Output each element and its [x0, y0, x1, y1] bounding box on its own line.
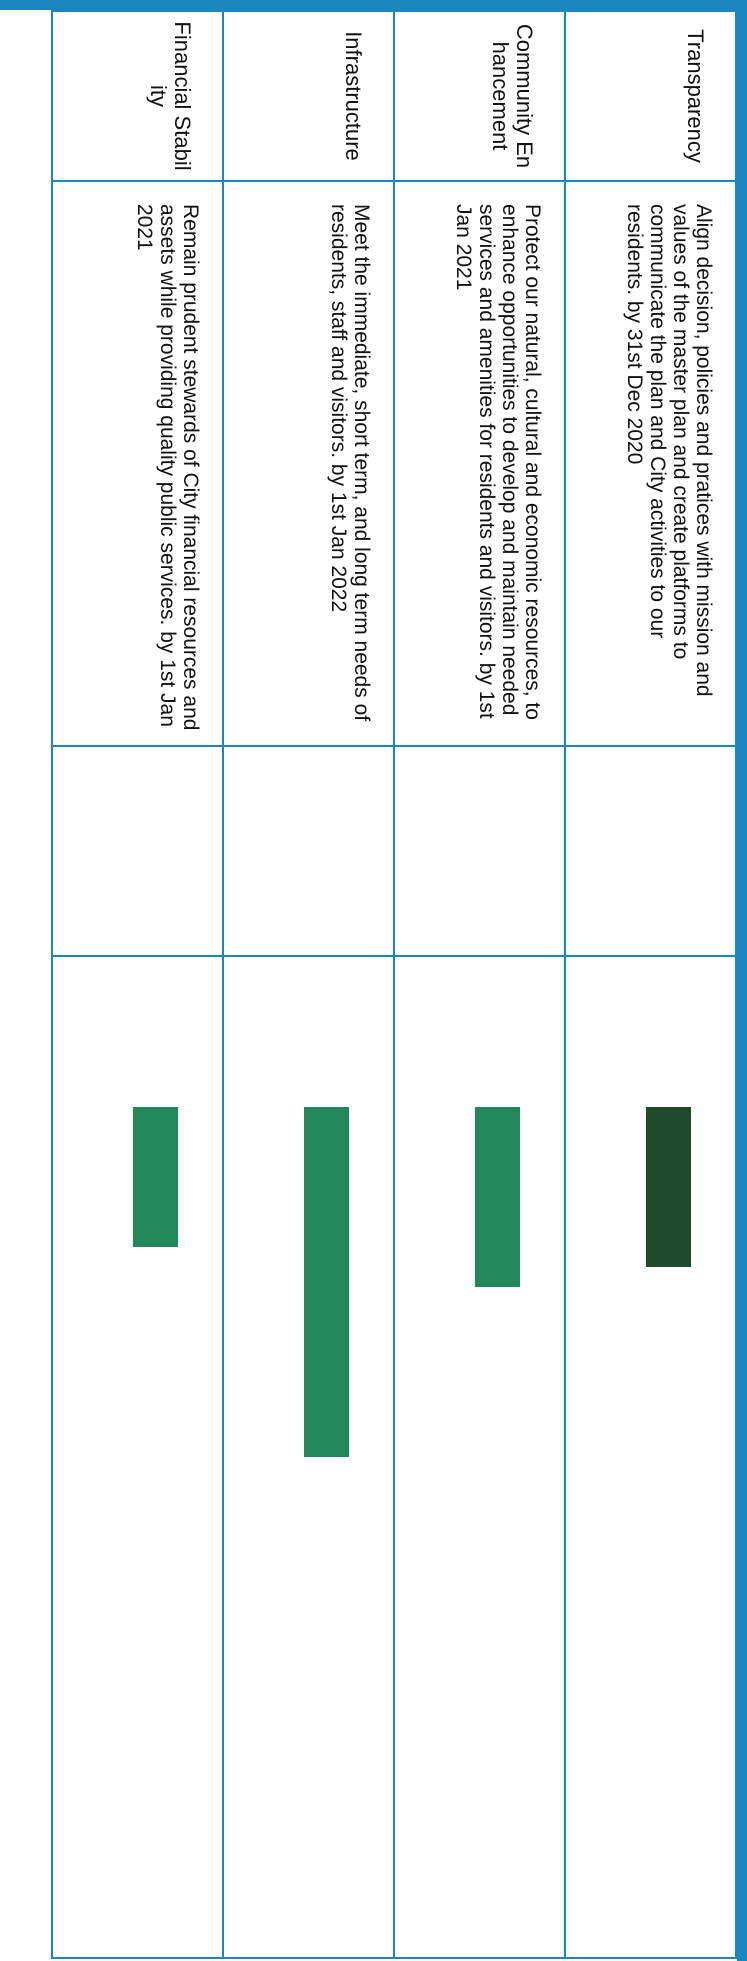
goal-description-cell [565, 181, 736, 746]
goal-description: Meet the immediate, short term, and long term needs of residents, staff and visitors. by 1st Jan 2022 [327, 204, 373, 722]
goal-name-cell [223, 11, 394, 181]
goal-description-cell [52, 181, 223, 746]
goal-name: Transparency [683, 29, 708, 163]
goal-description-cell [394, 181, 565, 746]
goal-description: Remain prudent stewards of City financial resources and assets while providing quality public services. by 1st Jan 2021 [133, 204, 202, 731]
goal-name: Financial Stability [146, 21, 195, 171]
timeline-cell [394, 956, 565, 1958]
spacer-cell [394, 746, 565, 956]
left-band [0, 0, 747, 10]
goal-name: Community Enhancement [488, 23, 537, 169]
timeline-cell [223, 956, 394, 1958]
table-row [52, 11, 223, 1958]
header-band [737, 0, 747, 1961]
spacer-cell [52, 746, 223, 956]
timeline-cell [565, 956, 736, 1958]
timeline-bar [475, 1107, 520, 1287]
timeline-bar [646, 1107, 691, 1267]
goal-description: Align decision, policies and pratices with mission and values of the master plan and create platforms to communicate the plan and City activities to our residents. by 31st Dec 2020 [623, 204, 715, 697]
timeline-bar [133, 1107, 178, 1247]
goal-description-cell [223, 181, 394, 746]
goal-name-cell [565, 11, 736, 181]
goal-name: Infrastructure [341, 31, 366, 161]
strategic-goals-table [51, 10, 737, 1959]
timeline-bar [304, 1107, 349, 1457]
table-row [223, 11, 394, 1958]
goal-name-cell [52, 11, 223, 181]
goal-description: Protect our natural, cultural and economic resources, to enhance opportunities to develop and maintain needed services and amenities for residents and visitors. by 1st Jan 2021 [452, 204, 544, 720]
table-row [394, 11, 565, 1958]
table-row [565, 11, 736, 1958]
timeline-cell [52, 956, 223, 1958]
goal-name-cell [394, 11, 565, 181]
spacer-cell [565, 746, 736, 956]
spacer-cell [223, 746, 394, 956]
